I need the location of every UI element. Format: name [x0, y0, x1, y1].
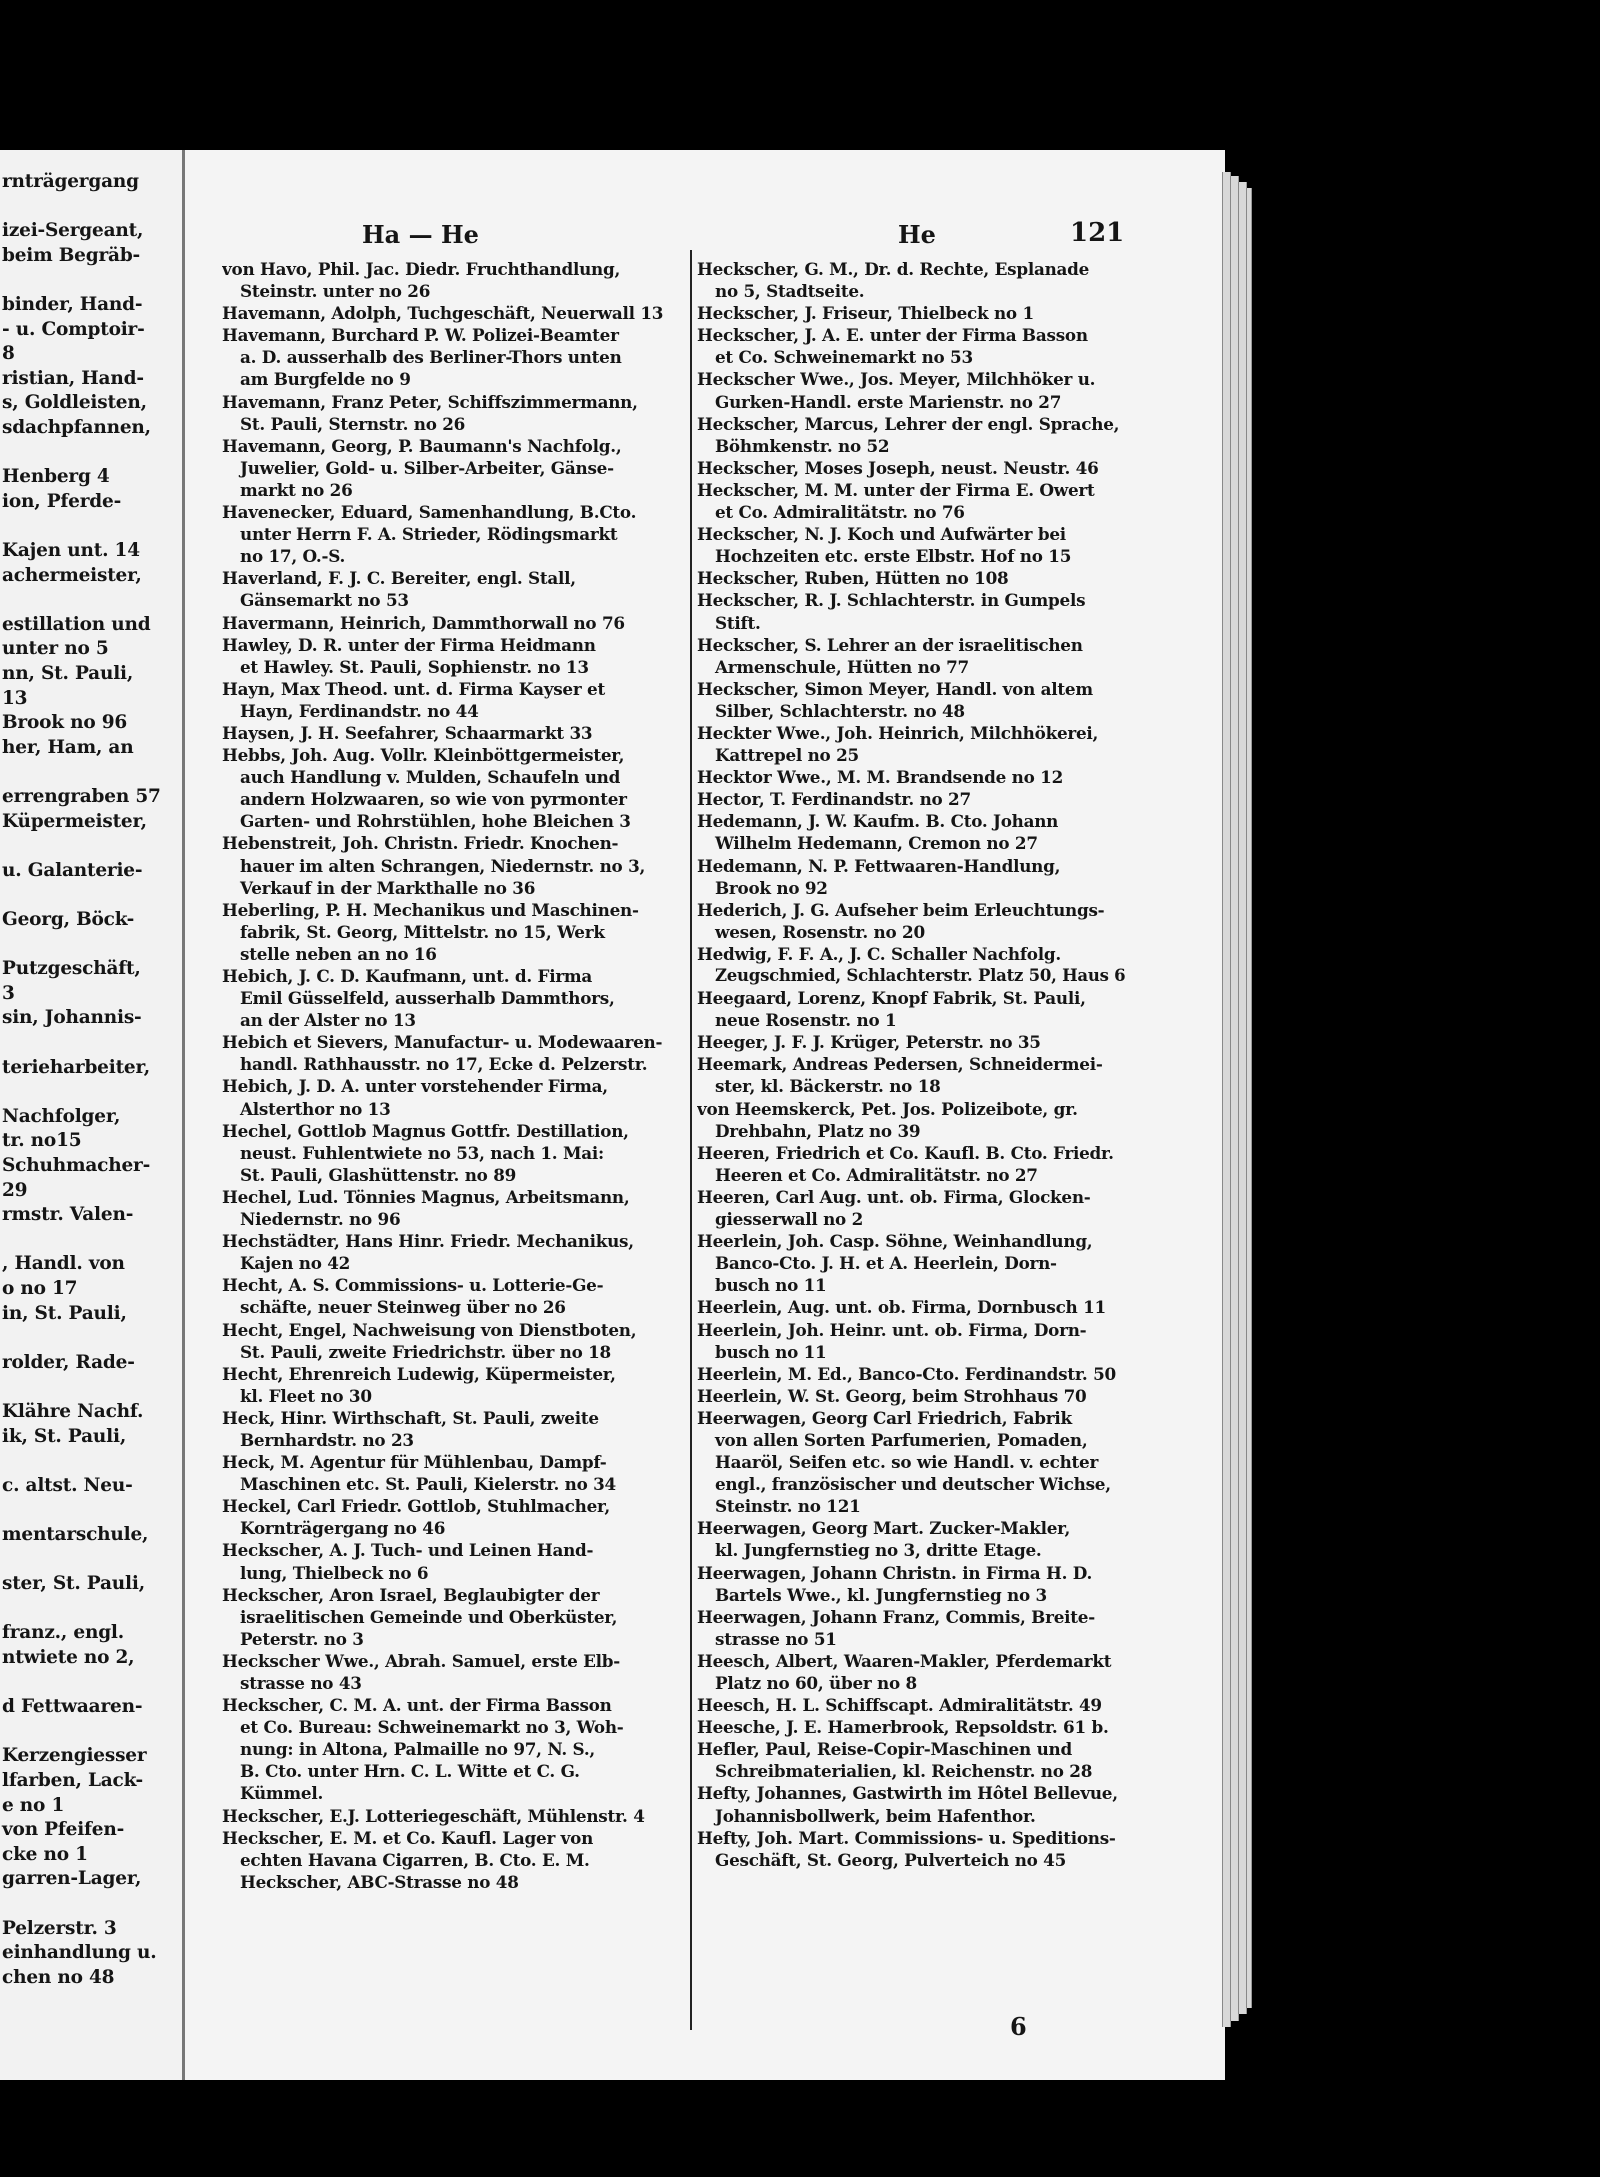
- left-page-text-fragment: rolder, Rade-: [2, 1351, 135, 1373]
- entry-continuation-line: Hochzeiten etc. erste Elbstr. Hof no 15: [715, 546, 1072, 567]
- entries-column-left: [222, 258, 677, 1893]
- entry-continuation-line: von allen Sorten Parfumerien, Pomaden,: [715, 1429, 1088, 1450]
- entry-line: Heerwagen, Johann Franz, Commis, Breite-: [697, 1606, 1095, 1627]
- entry-continuation-line: Kajen no 42: [240, 1253, 351, 1274]
- entry-continuation-line: Armenschule, Hütten no 77: [715, 656, 969, 677]
- left-page-text-fragment: Küpermeister,: [2, 810, 147, 832]
- entry-continuation-line: busch no 11: [715, 1275, 827, 1296]
- left-page-text-fragment: einhandlung u.: [2, 1942, 157, 1964]
- entry-continuation-line: Garten- und Rohrstühlen, hohe Bleichen 3: [240, 811, 631, 832]
- page-number: 121: [1070, 218, 1125, 248]
- left-page-text-fragment: e no 1: [2, 1794, 65, 1816]
- entry-continuation-line: Peterstr. no 3: [240, 1628, 364, 1649]
- entry-line: Hefty, Johannes, Gastwirth im Hôtel Bellevue,: [697, 1783, 1118, 1804]
- entry-continuation-line: St. Pauli, zweite Friedrichstr. über no 18: [240, 1341, 611, 1362]
- left-page-text-fragment: Klähre Nachf.: [2, 1401, 144, 1422]
- entry-continuation-line: Johannisbollwerk, beim Hafenthor.: [715, 1805, 1036, 1826]
- entries-column-right: [697, 258, 1129, 1871]
- entry-line: Hebich, J. D. A. unter vorstehender Firma,: [222, 1076, 608, 1097]
- entry-continuation-line: Bernhardstr. no 23: [240, 1429, 414, 1450]
- entry-continuation-line: Schreibmaterialien, kl. Reichenstr. no 28: [715, 1761, 1093, 1782]
- running-header-right: He: [898, 220, 936, 249]
- entry-continuation-line: Silber, Schlachterstr. no 48: [715, 700, 965, 721]
- left-page-text-fragment: Kerzengiesser: [2, 1745, 147, 1767]
- entry-continuation-line: Alsterthor no 13: [240, 1098, 391, 1119]
- entry-continuation-line: wesen, Rosenstr. no 20: [715, 921, 925, 942]
- entry-line: Hefty, Joh. Mart. Commissions- u. Speditions-: [697, 1827, 1116, 1848]
- entry-continuation-line: Stift.: [715, 612, 761, 633]
- entry-line: Hedemann, J. W. Kaufm. B. Cto. Johann: [697, 811, 1059, 832]
- entry-continuation-line: fabrik, St. Georg, Mittelstr. no 15, Werk: [240, 921, 605, 942]
- left-page-text-fragment: ik, St. Pauli,: [2, 1425, 127, 1447]
- left-page-text-fragment: 29: [2, 1179, 28, 1201]
- left-page-text-fragment: u. Galanterie-: [2, 859, 143, 881]
- entry-line: Haysen, J. H. Seefahrer, Schaarmarkt 33: [222, 722, 593, 743]
- entry-line: Hecktor Wwe., M. M. Brandsende no 12: [697, 767, 1064, 788]
- column-divider: [690, 250, 692, 2030]
- left-page-text-fragment: ion, Pferde-: [2, 490, 122, 512]
- left-page-text-fragment: unter no 5: [2, 638, 109, 660]
- entry-line: Hecht, Ehrenreich Ludewig, Küpermeister,: [222, 1363, 616, 1384]
- entry-line: Heerlein, W. St. Georg, beim Strohhaus 70: [697, 1385, 1087, 1406]
- entry-continuation-line: strasse no 43: [240, 1673, 362, 1693]
- entry-line: Heemark, Andreas Pedersen, Schneidermei-: [697, 1054, 1103, 1075]
- left-page-text-fragment: Schuhmacher-: [2, 1155, 151, 1176]
- entry-line: Heckscher, Marcus, Lehrer der engl. Sprache,: [697, 413, 1120, 434]
- entry-line: Heerlein, M. Ed., Banco-Cto. Ferdinandstr. 50: [697, 1363, 1116, 1384]
- entry-continuation-line: lung, Thielbeck no 6: [240, 1562, 429, 1583]
- entry-line: Heckscher, E.J. Lotteriegeschäft, Mühlenstr. 4: [222, 1805, 645, 1826]
- entry-continuation-line: handl. Rathhausstr. no 17, Ecke d. Pelzerstr.: [240, 1054, 648, 1075]
- entry-line: Hector, T. Ferdinandstr. no 27: [697, 789, 971, 810]
- left-page-text-fragment: cke no 1: [2, 1843, 88, 1865]
- entry-continuation-line: Niedernstr. no 96: [240, 1209, 401, 1230]
- entry-continuation-line: Bartels Wwe., kl. Jungfernstieg no 3: [715, 1584, 1047, 1605]
- left-page-text-fragment: rmstr. Valen-: [2, 1204, 134, 1226]
- entry-line: Heck, Hinr. Wirthschaft, St. Pauli, zweite: [222, 1407, 599, 1428]
- left-page-text-fragment: binder, Hand-: [2, 294, 143, 315]
- entry-line: Hebich, J. C. D. Kaufmann, unt. d. Firma: [222, 966, 593, 986]
- entry-continuation-line: an der Alster no 13: [240, 1010, 416, 1031]
- entry-continuation-line: markt no 26: [240, 479, 353, 500]
- entry-continuation-line: Drehbahn, Platz no 39: [715, 1120, 921, 1141]
- entry-line: Heerlein, Aug. unt. ob. Firma, Dornbusch 11: [697, 1297, 1106, 1318]
- entry-line: Heckscher, A. J. Tuch- und Leinen Hand-: [222, 1540, 594, 1561]
- entry-continuation-line: Platz no 60, über no 8: [715, 1673, 917, 1693]
- entry-line: Havenecker, Eduard, Samenhandlung, B.Cto.: [222, 502, 637, 523]
- left-page-text-fragment: Pelzerstr. 3: [2, 1917, 117, 1939]
- entry-continuation-line: et Hawley. St. Pauli, Sophienstr. no 13: [240, 656, 589, 677]
- entry-line: Heerlein, Joh. Casp. Söhne, Weinhandlung,: [697, 1231, 1093, 1252]
- left-page-text-fragment: sin, Johannis-: [2, 1007, 142, 1029]
- entry-continuation-line: Juwelier, Gold- u. Silber-Arbeiter, Gänse-: [240, 457, 614, 478]
- left-page-text-fragment: c. altst. Neu-: [2, 1474, 133, 1496]
- left-page-text-fragment: rnträgergang: [2, 171, 139, 192]
- left-page-text-fragment: ntwiete no 2,: [2, 1647, 135, 1668]
- left-page-text-fragment: in, St. Pauli,: [2, 1302, 127, 1324]
- entry-line: Heckscher, G. M., Dr. d. Rechte, Esplanade: [697, 259, 1090, 279]
- entry-line: Heckscher, N. J. Koch und Aufwärter bei: [697, 524, 1066, 545]
- signature-mark: 6: [1010, 2012, 1027, 2041]
- left-page-text-fragment: estillation und: [2, 613, 151, 635]
- entry-line: Havemann, Franz Peter, Schiffszimmermann,: [222, 391, 638, 412]
- entry-line: Heckscher, S. Lehrer an der israelitischen: [697, 634, 1083, 655]
- entry-line: Heeren, Carl Aug. unt. ob. Firma, Glocken-: [697, 1186, 1091, 1207]
- entry-line: Hechel, Gottlob Magnus Gottfr. Destillation,: [222, 1120, 629, 1141]
- entry-line: Hechel, Lud. Tönnies Magnus, Arbeitsmann,: [222, 1186, 630, 1207]
- left-page-fragment: [0, 150, 182, 2080]
- entry-continuation-line: engl., französischer und deutscher Wichse,: [715, 1474, 1111, 1495]
- entry-line: von Heemskerck, Pet. Jos. Polizeibote, gr.: [697, 1098, 1078, 1119]
- left-page-text-fragment: d Fettwaaren-: [2, 1696, 143, 1718]
- entry-continuation-line: israelitischen Gemeinde und Oberküster,: [240, 1606, 618, 1627]
- left-page-text-fragment: Henberg 4: [2, 466, 110, 488]
- left-page-text-fragment: 13: [2, 687, 28, 709]
- entry-line: Heerlein, Joh. Heinr. unt. ob. Firma, Dorn-: [697, 1319, 1087, 1340]
- left-page-text-fragment: Kajen unt. 14: [2, 540, 140, 561]
- entry-line: Heerwagen, Georg Mart. Zucker-Makler,: [697, 1518, 1071, 1539]
- entry-line: Hecht, Engel, Nachweisung von Dienstboten,: [222, 1319, 637, 1340]
- entry-line: Heckscher, J. Friseur, Thielbeck no 1: [697, 303, 1034, 324]
- left-page-text-fragment: ster, St. Pauli,: [2, 1573, 145, 1595]
- entry-line: Heckel, Carl Friedr. Gottlob, Stuhlmacher,: [222, 1496, 610, 1517]
- entry-line: Heesch, Albert, Waaren-Makler, Pferdemarkt: [697, 1650, 1112, 1671]
- left-page-text-fragment: , Handl. von: [2, 1253, 125, 1275]
- entry-continuation-line: Gurken-Handl. erste Marienstr. no 27: [715, 391, 1062, 412]
- entry-continuation-line: B. Cto. unter Hrn. C. L. Witte et C. G.: [240, 1761, 580, 1782]
- entry-line: Havemann, Georg, P. Baumann's Nachfolg.,: [222, 435, 622, 456]
- entry-line: Heckscher, Simon Meyer, Handl. von altem: [697, 678, 1093, 699]
- entry-line: Heegaard, Lorenz, Knopf Fabrik, St. Pauli,: [697, 988, 1086, 1009]
- entry-continuation-line: Wilhelm Hedemann, Cremon no 27: [715, 833, 1038, 854]
- left-page-text-fragment: garren-Lager,: [2, 1868, 142, 1890]
- entry-line: Heberling, P. H. Mechanikus und Maschinen-: [222, 899, 639, 920]
- left-page-text-fragment: tr. no15: [2, 1130, 82, 1152]
- entry-continuation-line: echten Havana Cigarren, B. Cto. E. M.: [240, 1849, 590, 1870]
- left-page-text-fragment: her, Ham, an: [2, 736, 134, 758]
- left-page-text-fragment: Putzgeschäft,: [2, 958, 141, 980]
- entry-line: Hayn, Max Theod. unt. d. Firma Kayser et: [222, 678, 605, 699]
- left-page-text-fragment: ristian, Hand-: [2, 367, 144, 389]
- entry-continuation-line: Steinstr. unter no 26: [240, 281, 431, 302]
- entry-continuation-line: Heckscher, ABC-Strasse no 48: [240, 1871, 519, 1892]
- page-edge-4: [1246, 188, 1252, 2008]
- entry-continuation-line: no 17, O.-S.: [240, 546, 346, 567]
- entry-continuation-line: a. D. ausserhalb des Berliner-Thors unten: [240, 347, 622, 368]
- left-page-text-fragment: Nachfolger,: [2, 1105, 121, 1127]
- entry-continuation-line: kl. Jungfernstieg no 3, dritte Etage.: [715, 1540, 1042, 1561]
- entry-continuation-line: Brook no 92: [715, 877, 828, 898]
- left-page-text-fragment: sdachpfannen,: [2, 417, 151, 438]
- entry-continuation-line: auch Handlung v. Mulden, Schaufeln und: [240, 767, 621, 788]
- entry-line: Hawley, D. R. unter der Firma Heidmann: [222, 634, 596, 655]
- entry-continuation-line: giesserwall no 2: [715, 1209, 864, 1230]
- entry-continuation-line: et Co. Admiralitätstr. no 76: [715, 502, 965, 523]
- left-page-text-fragment: - u. Comptoir-: [2, 318, 145, 340]
- entry-line: Havemann, Burchard P. W. Polizei-Beamter: [222, 325, 619, 346]
- left-page-text-fragment: chen no 48: [2, 1966, 115, 1988]
- entry-continuation-line: Kattrepel no 25: [715, 745, 859, 766]
- entry-continuation-line: Kornträgergang no 46: [240, 1518, 446, 1539]
- entry-continuation-line: andern Holzwaaren, so wie von pyrmonter: [240, 789, 627, 810]
- entry-continuation-line: stelle neben an no 16: [240, 943, 437, 964]
- entry-continuation-line: et Co. Schweinemarkt no 53: [715, 347, 973, 368]
- entry-continuation-line: neue Rosenstr. no 1: [715, 1010, 897, 1031]
- entry-continuation-line: schäfte, neuer Steinweg über no 26: [240, 1297, 566, 1318]
- entry-continuation-line: St. Pauli, Sternstr. no 26: [240, 413, 466, 434]
- entry-line: Heckscher, J. A. E. unter der Firma Basson: [697, 325, 1088, 346]
- entry-continuation-line: St. Pauli, Glashüttenstr. no 89: [240, 1164, 517, 1185]
- entry-line: Heckscher, M. M. unter der Firma E. Owert: [697, 479, 1095, 500]
- left-page-text-fragment: o no 17: [2, 1278, 78, 1299]
- left-page-text-fragment: izei-Sergeant,: [2, 220, 144, 242]
- entry-line: Hedemann, N. P. Fettwaaren-Handlung,: [697, 855, 1061, 876]
- entry-line: Heckscher Wwe., Abrah. Samuel, erste Elb-: [222, 1650, 620, 1671]
- entry-line: Heck, M. Agentur für Mühlenbau, Dampf-: [222, 1452, 607, 1473]
- entry-line: Havemann, Adolph, Tuchgeschäft, Neuerwall 13: [222, 303, 664, 324]
- entry-line: Hederich, J. G. Aufseher beim Erleuchtungs-: [697, 899, 1105, 920]
- entry-continuation-line: Kümmel.: [240, 1783, 324, 1804]
- entry-line: Hedwig, F. F. A., J. C. Schaller Nachfolg.: [697, 943, 1061, 964]
- entry-continuation-line: Verkauf in der Markthalle no 36: [240, 877, 536, 898]
- left-page-text-fragment: achermeister,: [2, 564, 142, 586]
- left-page-text-fragment: s, Goldleisten,: [2, 392, 147, 414]
- entry-line: Hecht, A. S. Commissions- u. Lotterie-Ge-: [222, 1275, 604, 1296]
- entry-continuation-line: Banco-Cto. J. H. et A. Heerlein, Dorn-: [715, 1253, 1057, 1274]
- entry-line: Hefler, Paul, Reise-Copir-Maschinen und: [697, 1739, 1072, 1760]
- entry-continuation-line: et Co. Bureau: Schweinemarkt no 3, Woh-: [240, 1717, 624, 1738]
- left-page-text-fragment: 8: [2, 343, 15, 365]
- entry-continuation-line: kl. Fleet no 30: [240, 1385, 372, 1406]
- entry-line: Heeger, J. F. J. Krüger, Peterstr. no 35: [697, 1032, 1041, 1053]
- entry-line: Heesche, J. E. Hamerbrook, Repsoldstr. 61 b.: [697, 1717, 1109, 1738]
- entry-continuation-line: Zeugschmied, Schlachterstr. Platz 50, Haus 6: [715, 966, 1126, 985]
- left-page-text-fragment: franz., engl.: [2, 1622, 124, 1644]
- entry-continuation-line: Geschäft, St. Georg, Pulverteich no 45: [715, 1849, 1067, 1870]
- entry-line: Heeren, Friedrich et Co. Kaufl. B. Cto. Friedr.: [697, 1142, 1114, 1163]
- entry-continuation-line: no 5, Stadtseite.: [715, 281, 865, 302]
- left-page-text-fragment: nn, St. Pauli,: [2, 663, 134, 684]
- entry-continuation-line: strasse no 51: [715, 1628, 837, 1649]
- entry-line: Heckscher, R. J. Schlachterstr. in Gumpels: [697, 590, 1086, 611]
- entry-line: Heckscher, Ruben, Hütten no 108: [697, 568, 1009, 589]
- entry-continuation-line: Gänsemarkt no 53: [240, 590, 409, 611]
- entry-line: Heerwagen, Georg Carl Friedrich, Fabrik: [697, 1407, 1072, 1428]
- entry-line: von Havo, Phil. Jac. Diedr. Fruchthandlung,: [222, 259, 621, 279]
- entry-continuation-line: unter Herrn F. A. Strieder, Rödingsmarkt: [240, 524, 618, 545]
- entry-continuation-line: nung: in Altona, Palmaille no 97, N. S.,: [240, 1739, 596, 1760]
- entry-line: Heerwagen, Johann Christn. in Firma H. D.: [697, 1562, 1093, 1583]
- entry-continuation-line: Steinstr. no 121: [715, 1496, 861, 1517]
- left-page-text-fragment: errengraben 57: [2, 786, 161, 807]
- left-page-text-fragment: lfarben, Lack-: [2, 1770, 143, 1791]
- running-header-left: Ha — He: [362, 220, 479, 249]
- entry-line: Heckter Wwe., Joh. Heinrich, Milchhökerei,: [697, 722, 1099, 743]
- entry-line: Heckscher Wwe., Jos. Meyer, Milchhöker u.: [697, 369, 1096, 390]
- entry-line: Heckscher, Moses Joseph, neust. Neustr. 46: [697, 457, 1099, 478]
- entry-continuation-line: hauer im alten Schrangen, Niedernstr. no 3,: [240, 855, 646, 876]
- left-page-text-fragment: terieharbeiter,: [2, 1056, 150, 1078]
- entry-continuation-line: Böhmkenstr. no 52: [715, 435, 890, 456]
- entry-line: Haverland, F. J. C. Bereiter, engl. Stall,: [222, 568, 576, 589]
- entry-line: Hebich et Sievers, Manufactur- u. Modewaaren-: [222, 1032, 663, 1053]
- entry-continuation-line: Heeren et Co. Admiralitätstr. no 27: [715, 1164, 1038, 1185]
- entry-line: Hechstädter, Hans Hinr. Friedr. Mechanikus,: [222, 1231, 634, 1252]
- entry-continuation-line: Emil Güsselfeld, ausserhalb Dammthors,: [240, 988, 615, 1009]
- entry-continuation-line: neust. Fuhlentwiete no 53, nach 1. Mai:: [240, 1142, 604, 1163]
- left-page-text-fragment: beim Begräb-: [2, 244, 141, 266]
- entry-line: Hebenstreit, Joh. Christn. Friedr. Knochen-: [222, 833, 619, 854]
- entry-line: Heckscher, C. M. A. unt. der Firma Basson: [222, 1695, 612, 1716]
- entry-line: Havermann, Heinrich, Dammthorwall no 76: [222, 612, 625, 633]
- left-page-text-fragment: Georg, Böck-: [2, 909, 135, 930]
- left-page-text-fragment: Brook no 96: [2, 712, 128, 734]
- entry-continuation-line: Hayn, Ferdinandstr. no 44: [240, 700, 479, 721]
- entry-line: Heesch, H. L. Schiffscapt. Admiralitätstr. 49: [697, 1695, 1102, 1716]
- entry-continuation-line: ster, kl. Bäckerstr. no 18: [715, 1076, 941, 1097]
- left-page-text-fragment: mentarschule,: [2, 1524, 149, 1545]
- entry-line: Heckscher, E. M. et Co. Kaufl. Lager von: [222, 1827, 594, 1848]
- left-page-text-fragment: 3: [2, 982, 15, 1004]
- entry-line: Hebbs, Joh. Aug. Vollr. Kleinböttgermeister,: [222, 745, 625, 766]
- entry-continuation-line: Haaröl, Seifen etc. so wie Handl. v. echter: [715, 1452, 1099, 1473]
- entry-continuation-line: busch no 11: [715, 1341, 827, 1362]
- entry-continuation-line: am Burgfelde no 9: [240, 369, 411, 390]
- left-page-text-fragment: von Pfeifen-: [2, 1819, 125, 1841]
- entry-line: Heckscher, Aron Israel, Beglaubigter der: [222, 1584, 600, 1605]
- entry-continuation-line: Maschinen etc. St. Pauli, Kielerstr. no 34: [240, 1474, 616, 1495]
